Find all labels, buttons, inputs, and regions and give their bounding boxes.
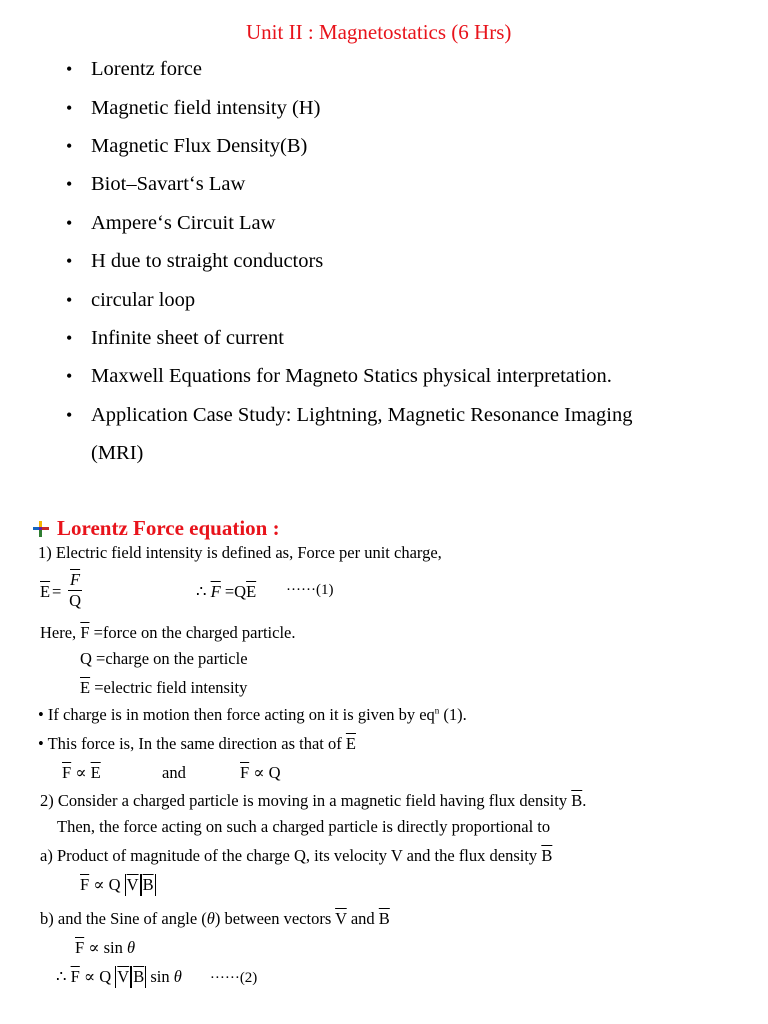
topic-item: • H due to straight conductors xyxy=(66,250,324,272)
magnitude-bars: $\overline{B}$ xyxy=(133,967,145,986)
section-title: Lorentz Force equation : xyxy=(57,516,280,540)
topic-item: • Infinite sheet of current xyxy=(66,327,284,349)
proportionality-1: $\overline{F} \propto \overline{E}$ and $\overline{F} \propto Q$ xyxy=(62,763,281,782)
bullet-icon: • xyxy=(66,174,73,194)
definition-line: 1) Electric field intensity is defined as, Force per unit charge, xyxy=(38,543,442,562)
topic-item: • circular loop xyxy=(66,289,196,311)
bullet-icon: • xyxy=(66,251,73,271)
topic-item: • Biot–Savart‘s Law xyxy=(66,173,246,195)
magnitude-bars: $\overline{V}$ xyxy=(117,967,130,986)
topic-item: • Magnetic field intensity (H) xyxy=(66,97,321,119)
topic-item: • Maxwell Equations for Magneto Statics physical interpretation. xyxy=(66,365,612,387)
here-line: Here, $\overline{F}$ =force on the charged particle. xyxy=(40,623,296,642)
bullet-icon: • xyxy=(66,59,73,79)
fraction: $\frac{\overline{F}}{Q}$ xyxy=(69,570,81,610)
proportionality-3: $\overline{F} \propto \sin \theta$ xyxy=(75,938,136,957)
proportionality-4: ∴ $\overline{F} \propto Q$ $\overline{V}$ $\overline{B}$ sin θ ······(2) xyxy=(56,967,258,986)
bullet-icon: • xyxy=(66,328,73,348)
equation-tag: ······(2) xyxy=(209,970,258,986)
proportionality-2: $\overline{F} \propto Q$ $\overline{V}$ $\overline{B}$ xyxy=(80,875,154,894)
bullet-icon: • xyxy=(66,366,73,386)
bullet-line: • This force is, In the same direction as that of $\overline{E}$ xyxy=(38,734,356,753)
bullet-icon: • xyxy=(66,213,73,233)
then-line: Then, the force acting on such a charged particle is directly proportional to xyxy=(57,817,551,836)
consider-line: 2) Consider a charged particle is moving in a magnetic field having flux density $\overline{B}$. xyxy=(40,791,587,810)
equation-tag: ······(1) xyxy=(286,582,334,598)
topic-item: • Application Case Study: Lightning, Magnetic Resonance Imaging xyxy=(66,404,633,426)
topic-item: • Magnetic Flux Density(B) xyxy=(66,135,308,157)
bullet-icon: • xyxy=(66,405,73,425)
topic-item: • Ampere‘s Circuit Law xyxy=(66,212,276,234)
magnitude-bars: $\overline{B}$ xyxy=(142,875,154,894)
bullet-icon: • xyxy=(66,290,73,310)
bullet-icon: • xyxy=(66,136,73,156)
magnitude-bars: $\overline{V}$ xyxy=(126,875,139,894)
e-definition: $\overline{E}$ =electric field intensity xyxy=(80,678,248,697)
q-definition: Q =charge on the particle xyxy=(80,649,248,668)
plus-cross-icon xyxy=(33,521,49,537)
condition-b: b) and the Sine of angle (θ) between vectors $\overline{V}$ and $\overline{B}$ xyxy=(40,909,390,928)
condition-a: a) Product of magnitude of the charge Q, its velocity V and the flux density $\overline{B}$ xyxy=(40,846,553,865)
topic-item-continuation: (MRI) xyxy=(91,442,144,464)
topic-item: • Lorentz force xyxy=(66,58,202,80)
bullet-line: • If charge is in motion then force acting on it is given by $eq^n$ (1). xyxy=(38,705,467,724)
page-title: Unit II : Magnetostatics (6 Hrs) xyxy=(246,20,512,44)
bullet-icon: • xyxy=(66,98,73,118)
